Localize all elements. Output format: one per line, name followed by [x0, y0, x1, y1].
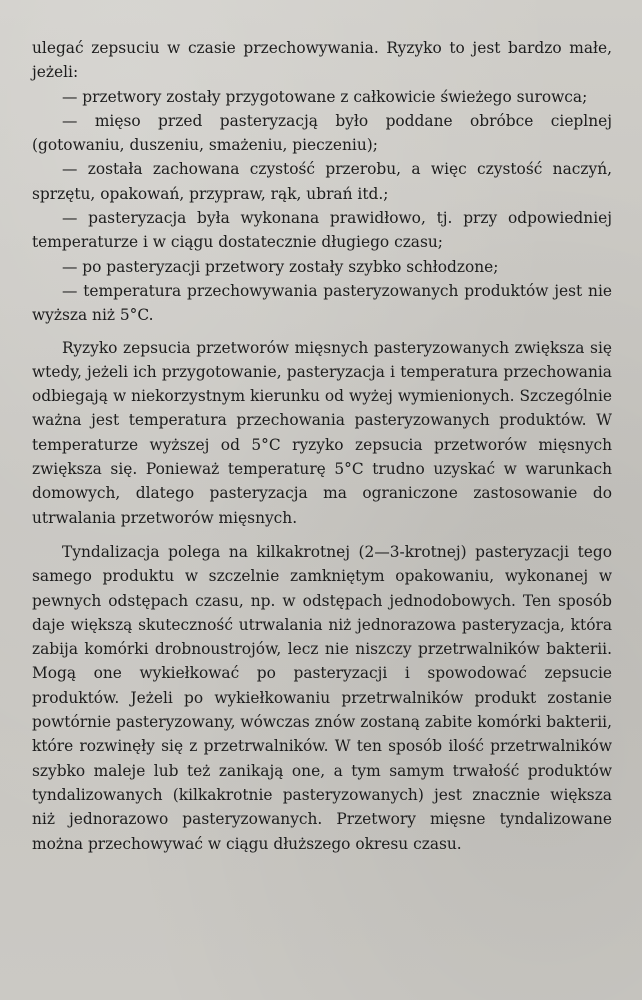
lead-text: ulegać zepsuciu w czasie przechowywania. Ryzyko to jest bardzo małe, jeżeli: — [32, 39, 612, 82]
condition-item: — została zachowana czystość przerobu, a więc czystość naczyń, sprzętu, opakowań, przypraw, rąk, ubrań itd.; — [32, 160, 612, 203]
body-paragraph: Ryzyko zepsucia przetworów mięsnych pasteryzowanych zwiększa się wtedy, jeżeli ich przygotowanie, pasteryzacja i temperatura przechowania odbiegają w niekorzystnym kierunku od wyżej wymienionych. Szczególnie ważna jest temperatura przechowania pasteryzowanych produktów. W temperaturze wyższej od 5°C ryzyko zepsucia przetworów mięsnych zwiększa się. Ponieważ temperaturę 5°C trudno uzyskać w warunkach domowych, dlatego pasteryzacja ma ograniczone zastosowanie do utrwalania przetworów mięsnych. — [32, 338, 612, 527]
conditions-block — [32, 36, 612, 328]
condition-item: — po pasteryzacji przetwory zostały szybko schłodzone; — [62, 257, 499, 276]
condition-item: — mięso przed pasteryzacją było poddane obróbce cieplnej (gotowaniu, duszeniu, smażeniu, pieczeniu); — [32, 111, 612, 155]
condition-item: — przetwory zostały przygotowane z całkowicie świeżego surowca; — [62, 87, 588, 106]
condition-item: — temperatura przechowywania pasteryzowanych produktów jest nie wyższa niż 5°C. — [32, 281, 612, 325]
condition-item: — pasteryzacja była wykonana prawidłowo, tj. przy odpowiedniej temperaturze i w ciągu dostatecznie długiego czasu; — [32, 209, 612, 252]
body-paragraph: Tyndalizacja polega na kilkakrotnej (2—3-krotnej) pasteryzacji tego samego produktu w szczelnie zamkniętym opakowaniu, wykonanej w pewnych odstępach czasu, np. w odstępach jednodobowych. Ten sposób daje większą skuteczność utrwalania niż jednorazowa pasteryzacja, która zabija komórki drobnoustrojów, lecz nie niszczy przetrwalników bakterii. Mogą one wykiełkować po pasteryzacji i spowodować zepsucie produktów. Jeżeli po wykiełkowaniu przetrwalników produkt zostanie powtórnie pasteryzowany, wówczas znów zostaną zabite komórki bakterii, które rozwinęły się z przetrwalników. W ten sposób ilość przetrwalników szybko maleje lub też zanikają one, a tym samym trwałość produktów tyndalizowanych (kilkakrotnie pasteryzowanych) jest znacznie większa niż jednorazowo pasteryzowanych. Przetwory mięsne tyndalizowane można przechowywać w ciągu dłuższego okresu czasu. — [32, 542, 612, 853]
